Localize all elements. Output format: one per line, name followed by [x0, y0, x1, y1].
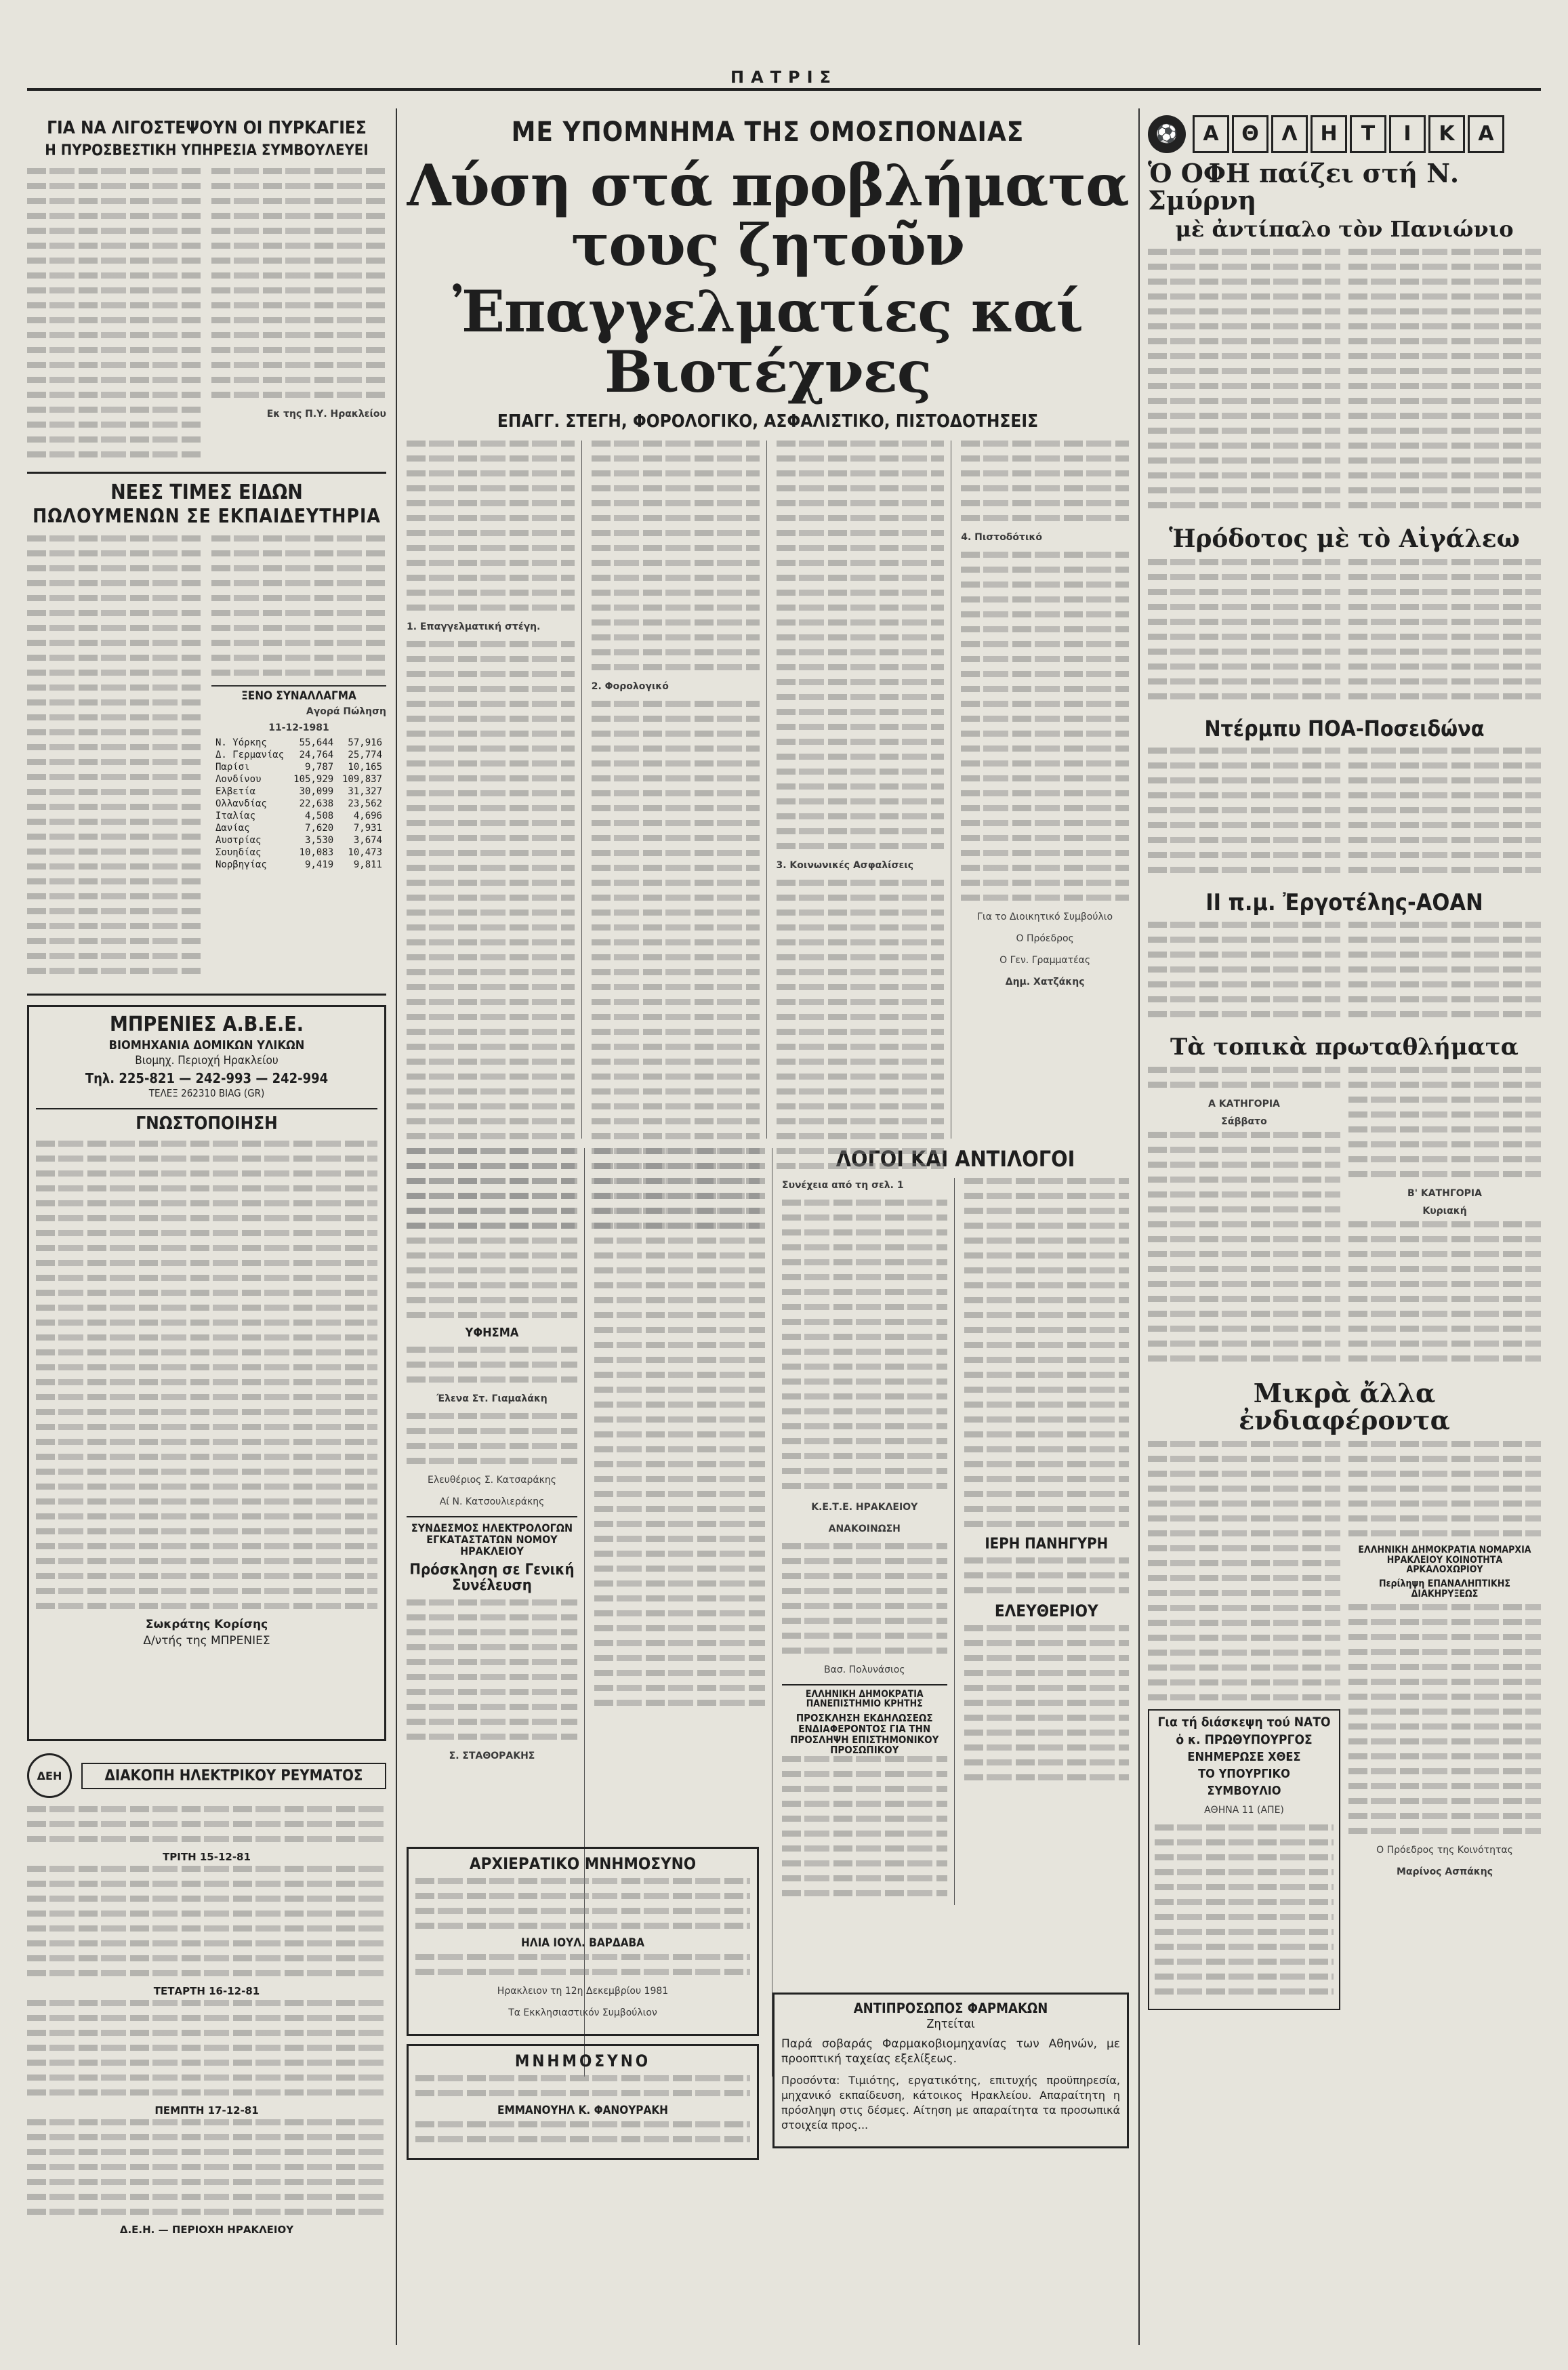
pharma-ad [772, 1993, 1129, 2148]
fx-sell: 7,931 [353, 823, 382, 834]
prices-headline: ΝΕΕΣ ΤΙΜΕΣ ΕΙΔΩΝ [110, 481, 303, 505]
section-letter: Ι [1389, 115, 1426, 153]
power-day-1: ΤΡΙΤΗ 15-12-81 [163, 1851, 251, 1864]
fx-date: 11-12-1981 [268, 722, 329, 734]
fx-row [211, 834, 386, 846]
memorial-1 [407, 1847, 759, 2036]
fx-row [211, 822, 386, 834]
ball-icon: ⚽ [1148, 115, 1186, 153]
union-call: Πρόσκληση σε Γενική Συνέλευση [409, 1561, 575, 1595]
logoi-continuation: Συνέχεια από τη σελ. 1 [782, 1179, 904, 1191]
fx-sell: 10,165 [348, 762, 382, 773]
memorial-1-name: ΗΛΙΑ ΙΟΥΛ. ΒΑΡΔΑΒΑ [520, 1936, 645, 1950]
nato-box [1148, 1709, 1340, 2011]
section-4-heading: 4. Πιστοδότικό [961, 532, 1043, 544]
fx-buy: 3,530 [305, 835, 334, 846]
fx-currency: Ολλανδίας [215, 798, 267, 810]
pharma-text: Παρά σοβαράς Φαρμακοβιομηχανίας των Αθηνών, με προοπτική ταχείας εξελίξεως. [781, 2037, 1120, 2066]
memorial-1-title: ΑΡΧΙΕΡΑΤΙΚΟ ΜΝΗΜΟΣΥΝΟ [469, 1854, 697, 1873]
fx-subtitle: Αγορά Πώληση [306, 706, 386, 718]
day-sunday: Κυριακή [1422, 1206, 1467, 1217]
brenies-ad [27, 1005, 386, 1741]
fx-buy: 24,764 [299, 750, 334, 761]
section-1-heading: 1. Επαγγελματική στέγη. [407, 621, 541, 633]
board-secretary: Ο Γεν. Γραμματέας [999, 955, 1091, 966]
fx-table [211, 737, 386, 871]
memorial-2 [407, 2044, 759, 2160]
logoi-title: ΛΟΓΟΙ ΚΑΙ ΑΝΤΙΛΟΓΟΙ [835, 1146, 1075, 1172]
nato-line-4: ΤΟ ΥΠΟΥΡΓΙΚΟ [1198, 1766, 1290, 1781]
column-rule [396, 108, 397, 2345]
memorial-2-name: ΕΜΜΑΝΟΥΗΛ Κ. ΦΑΝΟΥΡΑΚΗ [497, 2104, 668, 2118]
center-column [407, 115, 1129, 2345]
memorial-1-signature: Τα Εκκλησιαστικόν Συμβούλιον [508, 2007, 657, 2019]
sports-section-title [1193, 115, 1504, 153]
dei-logo: ΔΕΗ [27, 1753, 72, 1798]
fx-row [211, 810, 386, 822]
fx-row [211, 846, 386, 859]
sports-section-header [1148, 115, 1541, 153]
fx-buy: 7,620 [305, 823, 334, 834]
fx-currency: Νορβηγίας [215, 859, 267, 871]
section-2-heading: 2. Φορολογικό [591, 681, 669, 693]
fx-buy: 105,929 [293, 774, 334, 785]
left-column [27, 115, 386, 2345]
power-day-3: ΠΕΜΠΤΗ 17-12-81 [154, 2104, 259, 2117]
small-news-headline: Μικρὰ ἄλλα ἐνδιαφέροντα [1239, 1378, 1450, 1436]
fx-currency: Αυστρίας [215, 835, 262, 846]
power-outage-header [27, 1753, 386, 1798]
fx-row [211, 773, 386, 785]
fx-currency: Δανίας [215, 823, 250, 834]
ad-line-2: Βιομηχ. Περιοχή Ηρακλείου [135, 1053, 278, 1067]
memorials [407, 1847, 759, 2160]
prices-subheadline: ΠΩΛΟΥΜΕΝΩΝ ΣΕ ΕΚΠΑΙΔΕΥΤΗΡΙΑ [33, 504, 381, 527]
local-headline: Τὰ τοπικὰ πρωταθλήματα [1170, 1034, 1519, 1061]
section-3-heading: 3. Κοινωνικές Ασφαλίσεις [776, 860, 914, 872]
fx-sell: 109,837 [342, 774, 382, 785]
section-letter: Α [1193, 115, 1229, 153]
ypheisma-name: Έλενα Στ. Γιαμαλάκη [436, 1393, 548, 1404]
fx-table-box [211, 685, 386, 871]
ad-company-name: ΜΠΡΕΝΙΕΣ Α.Β.Ε.Ε. [110, 1013, 304, 1037]
panigyri-title: ΙΕΡΗ ΠΑΝΗΓΥΡΗ [985, 1535, 1109, 1553]
power-outage-title: ΔΙΑΚΟΠΗ ΗΛΕΚΤΡΙΚΟΥ ΡΕΥΜΑΤΟΣ [104, 1767, 363, 1784]
day-saturday: Σάββατο [1221, 1116, 1267, 1128]
fires-headline: ΓΙΑ ΝΑ ΛΙΓΟΣΤΕΨΟΥΝ ΟΙ ΠΥΡΚΑΓΙΕΣ [47, 118, 367, 138]
ypheisma-title: ΥΦΗΣΜΑ [465, 1326, 519, 1341]
nato-line-3: ΕΝΗΜΕΡΩΣΕ ΧΘΕΣ [1187, 1749, 1301, 1764]
fx-currency: Ν. Υόρκης [215, 737, 267, 749]
right-column [1148, 115, 1541, 2345]
fx-buy: 4,508 [305, 811, 334, 822]
ktel-subtitle: ΑΝΑΚΟΙΝΩΣΗ [828, 1523, 901, 1534]
memorial-1-date: Ηρακλειον τη 12η Δεκεμβρίου 1981 [497, 1986, 669, 1997]
memorial-2-title: ΜΝΗΜΟΣΥΝΟ [514, 2051, 651, 2071]
power-day-2: ΤΕΤΑΡΤΗ 16-12-81 [153, 1985, 260, 1998]
ofi-headline: Ὁ ΟΦΗ παίζει στή Ν. Σμύρνη [1148, 158, 1460, 216]
section-letter: Κ [1428, 115, 1465, 153]
ad-notice-title: ΓΝΩΣΤΟΠΟΙΗΣΗ [36, 1108, 377, 1133]
board-signature: Για το Διοικητικό Συμβούλιο [977, 912, 1113, 923]
nato-line-2: ὁ κ. ΠΡΩΘΥΠΟΥΡΓΟΣ [1176, 1732, 1313, 1747]
board-president: Ο Πρόεδρος [1016, 933, 1074, 945]
fx-row [211, 737, 386, 749]
ad-signer-role: Δ/ντής της ΜΠΡΕΝΙΕΣ [143, 1633, 270, 1648]
ktel-signature: Βασ. Πολυνάσιος [823, 1664, 905, 1675]
union-signature: Σ. ΣΤΑΘΟΡΑΚΗΣ [449, 1750, 535, 1761]
section-letter: Λ [1271, 115, 1308, 153]
fx-row [211, 785, 386, 798]
ad-telex: ΤΕΛΕΞ 262310 BIAG (GR) [148, 1086, 265, 1099]
union-title: ΣΥΝΔΕΣΜΟΣ ΗΛΕΚΤΡΟΛΟΓΩΝ ΕΓΚΑΤΑΣΤΑΤΩΝ ΝΟΜΟΥ ΗΡΑΚΛΕΙΟΥ [411, 1521, 573, 1557]
fx-title: ΞΕΝΟ ΣΥΝΑΛΛΑΓΜΑ [241, 689, 356, 703]
fx-row [211, 859, 386, 871]
power-signature: Δ.Ε.Η. — ΠΕΡΙΟΧΗ ΗΡΑΚΛΕΙΟΥ [119, 2224, 294, 2236]
ergoteli-headline: ΙΙ π.μ. Ἐργοτέλης-ΑΟΑΝ [1205, 888, 1483, 916]
fx-currency: Παρίσι [215, 762, 250, 773]
fx-sell: 57,916 [348, 737, 382, 749]
fx-sell: 9,811 [353, 859, 382, 871]
ypheisma-president: Ελευθέριος Σ. Κατσαράκης [428, 1474, 556, 1486]
eleftherios-title: ΕΛΕΥΘΕΡΙΟΥ [994, 1601, 1098, 1620]
main-headline-2: Ἐπαγγελματίες καί Βιοτέχνες [452, 278, 1084, 405]
category-a: Α ΚΑΤΗΓΟΡΙΑ [1208, 1099, 1280, 1110]
fx-sell: 31,327 [348, 786, 382, 798]
fires-article [27, 168, 386, 466]
fx-row [211, 798, 386, 810]
pharma-title: ΑΝΤΙΠΡΟΣΩΠΟΣ ΦΑΡΜΑΚΩΝ [853, 2000, 1048, 2016]
ofi-subheadline: μὲ ἀντίπαλο τὸν Πανιώνιο [1175, 216, 1514, 242]
ad-phone: Τηλ. 225-821 — 242-993 — 242-994 [85, 1069, 329, 1086]
fx-buy: 9,787 [305, 762, 334, 773]
nato-line-1: Για τή διάσκεψη τού ΝΑΤΟ [1157, 1714, 1331, 1730]
nato-dateline: ΑΘΗΝΑ 11 (ΑΠΕ) [1204, 1805, 1284, 1816]
municipal-title: ΕΛΛΗΝΙΚΗ ΔΗΜΟΚΡΑΤΙΑ ΝΟΜΑΡΧΙΑ ΗΡΑΚΛΕΙΟΥ ΚΟΙΝΟΤΗΤΑ ΑΡΚΑΛΟΧΩΡΙΟΥ [1358, 1544, 1531, 1576]
nato-line-5: ΣΥΜΒΟΥΛΙΟ [1207, 1783, 1281, 1798]
center-kicker: ΜΕ ΥΠΟΜΝΗΜΑ ΤΗΣ ΟΜΟΣΠΟΝΔΙΑΣ [511, 117, 1025, 148]
section-letter: Α [1468, 115, 1504, 153]
fx-buy: 22,638 [299, 798, 334, 810]
main-headline-1: Λύση στά προβλήματα τους ζητοῦν [407, 152, 1129, 279]
category-b: Β' ΚΑΤΗΓΟΡΙΑ [1407, 1188, 1482, 1200]
section-letter: Θ [1232, 115, 1268, 153]
masthead: ΠΑΤΡΙΣ [27, 68, 1541, 91]
fx-buy: 30,099 [299, 786, 334, 798]
ad-line-1: ΒΙΟΜΗΧΑΝΙΑ ΔΟΜΙΚΩΝ ΥΛΙΚΩΝ [108, 1038, 305, 1053]
ypheisma-secretary: Αί Ν. Κατσουλιεράκης [439, 1496, 545, 1507]
fx-sell: 25,774 [348, 750, 382, 761]
municipal-signer: Μαρίνος Ασπάκης [1397, 1866, 1493, 1878]
ktel-title: Κ.Ε.Τ.Ε. ΗΡΑΚΛΕΙΟΥ [811, 1501, 918, 1513]
uni-call: ΠΡΟΣΚΛΗΣΗ ΕΚΔΗΛΩΣΕΩΣ ΕΝΔΙΑΦΕΡΟΝΤΟΣ ΓΙΑ ΤΗΝ ΠΡΟΣΛΗΨΗ ΕΠΙΣΤΗΜΟΝΙΚΟΥ ΠΡΟΣΩΠΙΚΟΥ [790, 1712, 939, 1757]
fires-signature: Εκ της Π.Υ. Ηρακλείου [266, 409, 386, 420]
fx-buy: 55,644 [299, 737, 334, 749]
herodotos-headline: Ἡρόδοτος μὲ τὸ Αἰγάλεω [1169, 525, 1520, 554]
fires-subheadline: Η ΠΥΡΟΣΒΕΣΤΙΚΗ ΥΠΗΡΕΣΙΑ ΣΥΜΒΟΥΛΕΥΕΙ [45, 142, 369, 160]
fx-buy: 10,083 [299, 847, 334, 859]
prices-article [27, 535, 386, 983]
column-rule [1138, 108, 1140, 2345]
fx-currency: Σουηδίας [215, 847, 262, 859]
municipal-signature: Ο Πρόεδρος της Κοινότητας [1376, 1845, 1513, 1856]
fx-sell: 10,473 [348, 847, 382, 859]
main-article [407, 441, 1129, 1139]
fx-sell: 4,696 [353, 811, 382, 822]
fx-sell: 3,674 [353, 835, 382, 846]
section-letter: Η [1311, 115, 1347, 153]
fx-currency: Ελβετία [215, 786, 256, 798]
main-subhead: ΕΠΑΓΓ. ΣΤΕΓΗ, ΦΟΡΟΛΟΓΙΚΟ, ΑΣΦΑΛΙΣΤΙΚΟ, ΠΙΣΤΟΔΟΤΗΣΕΙΣ [497, 411, 1039, 432]
fx-buy: 9,419 [305, 859, 334, 871]
pharma-text-2: Προσόντα: Τιμιότης, εργατικότης, επιτυχής προϋπηρεσία, μηχανικό εκπαίδευση, κάτοικος Ηρακλείου. Απαραίτητη η πρόσληψη στις δέσμες. Αίτηση με απαραίτητα τα προσωπικά στοιχεία προς... [781, 2073, 1120, 2131]
board-secretary-name: Δημ. Χατζάκης [1005, 977, 1085, 988]
fx-row [211, 761, 386, 773]
fx-currency: Δ. Γερμανίας [215, 750, 285, 761]
fx-row [211, 749, 386, 761]
section-letter: Τ [1350, 115, 1386, 153]
pharma-subtitle: Ζητείται [926, 2017, 975, 2031]
derby-headline: Ντέρμπυ ΠΟΑ-Ποσειδώνα [1204, 716, 1485, 742]
fx-currency: Λονδίνου [215, 774, 262, 785]
fx-sell: 23,562 [348, 798, 382, 810]
municipal-subtitle: Περίληψη ΕΠΑΝΑΛΗΠΤΙΚΗΣ ΔΙΑΚΗΡΥΞΕΩΣ [1379, 1578, 1510, 1599]
uni-title: ΕΛΛΗΝΙΚΗ ΔΗΜΟΚΡΑΤΙΑ ΠΑΝΕΠΙΣΤΗΜΙΟ ΚΡΗΤΗΣ [805, 1688, 924, 1710]
fx-currency: Ιταλίας [215, 811, 256, 822]
ad-signer: Σωκράτης Κορίσης [145, 1617, 268, 1631]
